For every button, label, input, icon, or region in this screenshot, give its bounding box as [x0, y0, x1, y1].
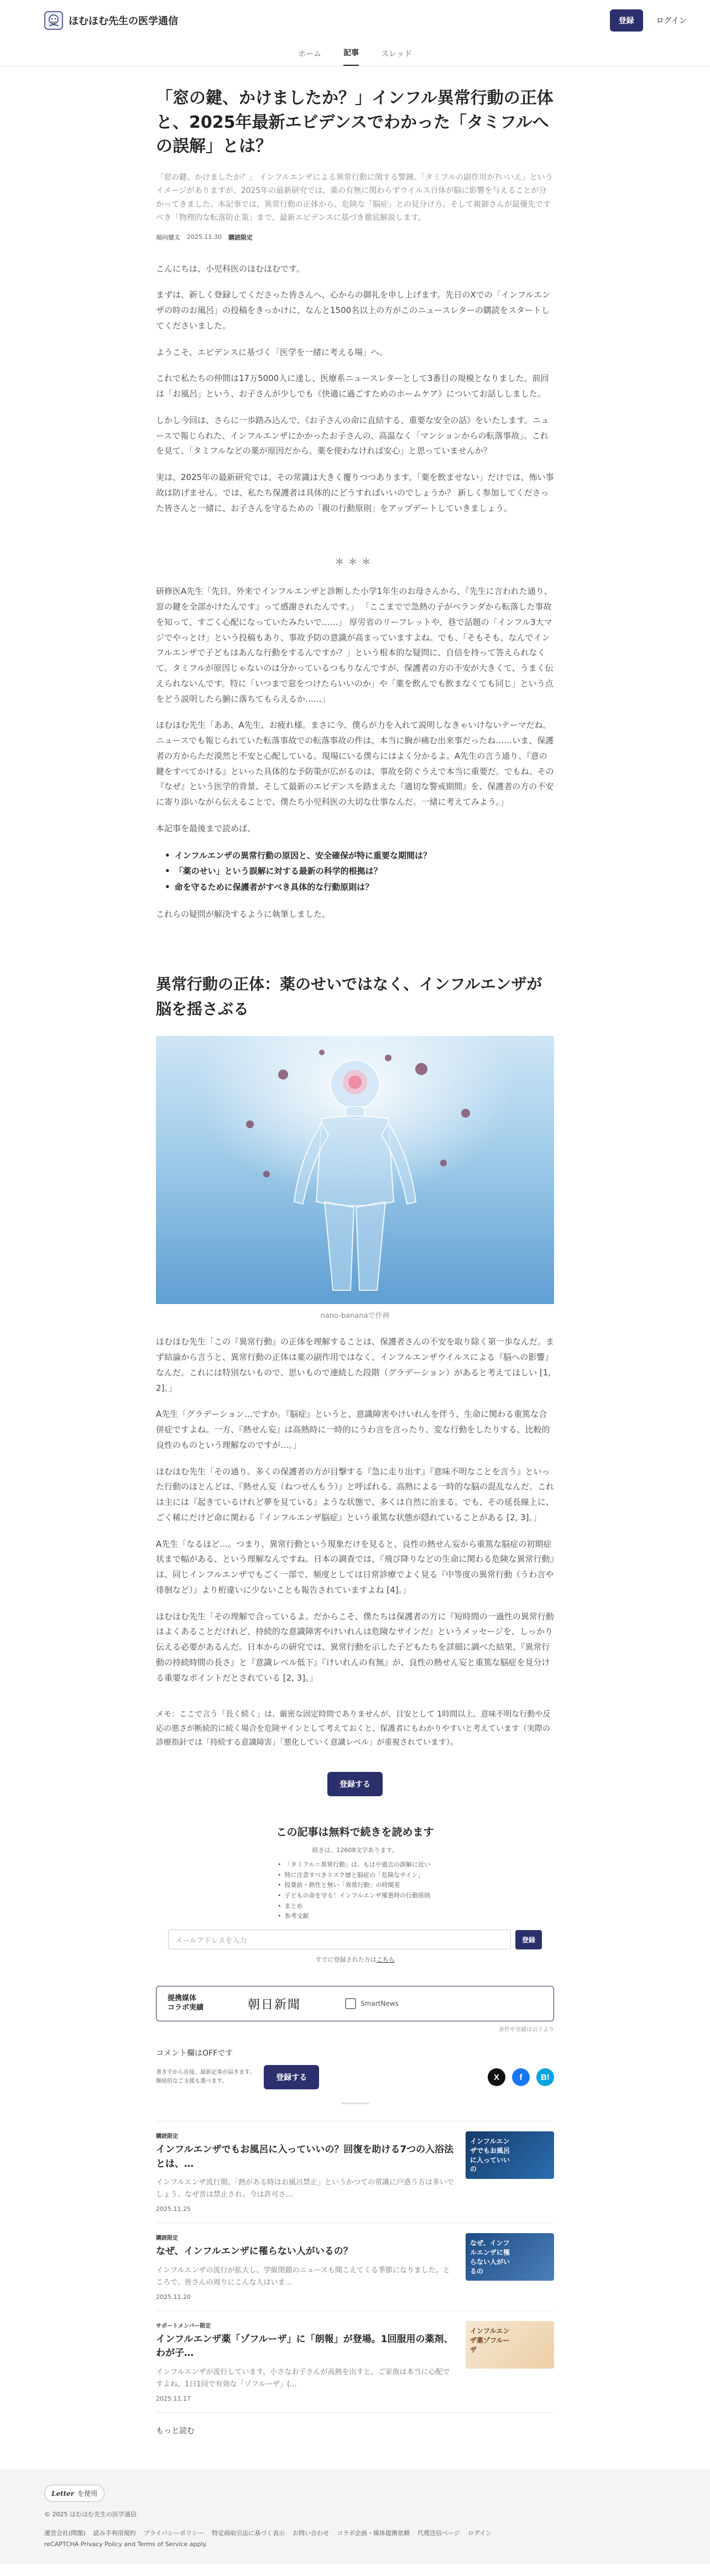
site-header	[0, 0, 710, 41]
paywall-title: この記事は無料で続きを読めます	[276, 1826, 434, 1838]
share-text-line: 継続的なご支援も選べます。	[156, 2078, 228, 2085]
related-date: 2025.11.25	[156, 2205, 191, 2213]
site-footer	[0, 2469, 710, 2564]
footer-link[interactable]: 運営会社(問題)	[44, 2530, 86, 2537]
question-list	[165, 848, 554, 895]
related-thumbnail[interactable]	[466, 2233, 554, 2281]
hatena-icon[interactable]: B!	[536, 2068, 554, 2086]
related-thumbnail[interactable]	[466, 2131, 554, 2179]
paywall-toc	[278, 1860, 432, 1922]
comments-status: コメント欄はOFFです	[156, 2049, 233, 2058]
footer-link[interactable]: 代理送信ページ	[417, 2530, 460, 2537]
related-excerpt: インフルエンザ流行期、「熱がある時はお風呂禁止」というかつての常識に戸惑う方は多いでしょう。なぜ昔は禁止され、今は許可さ…	[156, 2178, 454, 2199]
related-title[interactable]: インフルエンザでもお風呂に入っていいの？回復を助ける7つの入浴法とは、…	[156, 2144, 454, 2170]
related-body	[156, 2131, 455, 2213]
letter-badge[interactable]	[44, 2485, 105, 2502]
read-more-link[interactable]: もっと読む	[156, 2427, 195, 2436]
related-item[interactable]	[156, 2121, 554, 2223]
footer-link[interactable]: 特定商取引法に基づく表示	[212, 2530, 285, 2537]
footer-links	[44, 2528, 666, 2537]
access-badge: 購読限定	[228, 233, 253, 241]
tab-home[interactable]: ホーム	[298, 50, 322, 59]
site-name: ほむほむ先生の医学通信	[69, 15, 178, 27]
paywall	[156, 1824, 554, 1964]
footer-link[interactable]: コラボ企画・媒体提携依頼	[337, 2530, 410, 2537]
email-input[interactable]: メールアドレスを入力	[168, 1930, 511, 1949]
share-row	[156, 2065, 554, 2089]
related-title[interactable]: なぜ、インフルエンザに罹らない人がいるの？	[156, 2246, 353, 2257]
related-tag: 購読限定	[156, 2235, 178, 2242]
subscribe-form	[156, 1930, 554, 1949]
question-item: • 命を守るために保護者がすべき具体的な行動原則は？	[165, 879, 554, 895]
main-nav	[0, 41, 710, 66]
related-excerpt: インフルエンザの流行が拡大し、学級閉鎖のニュースも聞こえてくる季節になりました。ところで、皆さんの周りにこんな人はいま…	[156, 2266, 450, 2287]
intro-paragraph: しかし今回は、さらに一歩踏み込んで、《お子さんの命に直結する、重要な安全の話》をいたします。ニュースで報じられた、インフルエンザにかかったお子さんの、高温なく「マンションからの転落事故」。これを見て、「タミフルなどの薬が原因だから、薬を使わなければ安心」と思っていませんか？	[156, 415, 550, 456]
toc-item: • 参考文献	[278, 1911, 432, 1922]
facebook-icon[interactable]: f	[512, 2068, 530, 2086]
image-caption: nano-bananaで作画	[320, 1312, 390, 1321]
dialogue-paragraph: ほむほむ先生「ああ、A先生、お疲れ様。まさに今、僕らが力を入れて説明しなきゃいけないテーマだね。ニュースでも報じられていた転落事故での転落事故の件は、本当に胸が痛む出来事だったね……いま、保護者の方からただ漠然と不安と心配している。現場にいる僕らにはよく分かるよ。A先生の言う通り、『意の鍵をすべてかける』といった具体的な予防策が広がるのは、事故を防ぐうえで本当に重要だ。でもね、その『なぜ』という医学的背景、そして最新のエビデンスを踏まえた『適切な警戒期間』を、保護者の方の不安に寄り添いながら伝えることで、僕たち小児科医の大切な仕事なんだ。一緒に考えてみよう。」	[156, 720, 554, 807]
related-excerpt: インフルエンザが流行しています。小さなお子さんが高熱を出すと、ご家族は本当に心配ですよね。1日1回で有効な「ゾフルーザ」(…	[156, 2368, 450, 2389]
partner-label-line: 提携媒体	[168, 1994, 197, 2003]
toc-item: • 「タミフル＝異常行動」は、もはや過去の誤解に近い	[278, 1860, 432, 1870]
intro-paragraph: こんにちは、小児科医のほむほむです。	[156, 263, 305, 274]
thumbnail-text: インフルエンザでもお風呂に入っていいの	[470, 2137, 510, 2173]
section-heading: 異常行動の正体：薬のせいではなく、インフルエンザが脳を揺さぶる	[156, 974, 542, 1018]
section-paragraph: ほむほむ先生「この『異常行動』の正体を理解することは、保護者さんの不安を取り除く第一歩なんだ。まず結論から言うと、異常行動の正体は薬の副作用ではなく、インフルエンザウイルスによる『脳への影響』なんだ。これには特別ないもので、思いもので連続した段階（グラデーション）があると考えてほしい [1, 2]。」	[156, 1337, 555, 1393]
remaining-count: 続きは、12608文字あります。	[312, 1846, 398, 1854]
letter-suffix: を使用	[77, 2490, 98, 2498]
footer-link[interactable]: お問い合わせ	[293, 2530, 330, 2537]
question-item: • 「薬のせい」という誤解に対する最新の科学的根拠は？	[165, 863, 554, 879]
already-text: すでに登録された方は	[315, 1956, 377, 1964]
partner-label-line: コラボ実績	[168, 2004, 204, 2012]
related-articles	[156, 2121, 554, 2413]
footer-link[interactable]: 読み手利用規約	[93, 2530, 136, 2537]
dialogue-paragraph: 本記事を最後まで読めば、	[156, 823, 256, 833]
related-date: 2025.11.17	[156, 2395, 191, 2403]
closing-paragraph: これらの疑問が解決するように執筆しました。	[156, 909, 331, 919]
smartnews-icon	[345, 1998, 356, 2009]
footer-link[interactable]: ログイン	[467, 2530, 492, 2537]
partner-label	[168, 1994, 203, 2013]
register-follow-button[interactable]: 登録する	[264, 2065, 319, 2089]
intro-paragraph: ようこそ、エビデンスに基づく「医学を一緒に考える場」へ。	[156, 347, 388, 357]
smartnews-logo	[345, 1998, 399, 2009]
share-text	[156, 2068, 255, 2086]
toc-item: • 子どもの命を守る！インフルエンザ罹患時の行動原則	[278, 1891, 432, 1901]
intro-paragraph: まずは、新しく登録してくださった皆さんへ、心からの御礼を申し上げます。先日のXでの「インフルエンザの時のお風呂」の投稿をきっかけに、なんと1500名以上の方がこのニュースレターの購読をスタートしてくださいました。	[156, 290, 551, 331]
related-title[interactable]: インフルエンザ薬「ゾフルーザ」に「朗報」が登場。1回服用の薬剤、わが子…	[156, 2333, 453, 2359]
section-paragraph: A先生「グラデーション…ですか。『脳症』というと、意識障害やけいれんを伴う、生命に関わる重篤な合併症ですよね。一方、『熱せん妄』は高熱時に一時的にうわ言を言ったり、変な行動をしたりする、比較的良性のものという理解なのですが…。」	[156, 1409, 550, 1450]
author-name[interactable]: 堀向健太	[156, 233, 180, 241]
footer-link[interactable]: プライバシーポリシー	[143, 2530, 205, 2537]
share-left	[156, 2065, 319, 2089]
section-paragraph: A先生「なるほど…。つまり、異常行動という現象だけを見ると、良性の熱せん妄から重篤な脳症の初期症状まで幅がある、という理解なんですね。日本の調査では、『飛び降りなどの生命に関わる危険な異常行動』は、同じインフルエンザでもごく一部で、頻度としては日常診療でよく見る『中等度の異常行動（うわ言や徘徊など）』より桁違いに少ないことも報告されていますよね [4]。」	[156, 1539, 555, 1595]
intro-paragraph: 実は、2025年の最新研究では、その常識は大きく覆りつつあります。「薬を飲ませない」だけでは、怖い事故は防げません。では、私たち保護者は具体的にどうすればいいのでしょうか？ 新しく参加してくださった皆さんと一緒に、お子さんを守るための「親の行動原則」をアップデートしていきましょう。	[156, 472, 554, 513]
child-virus-illustration	[156, 1036, 554, 1304]
share-text-line: 書き手から直接、最新記事が届きます。	[156, 2069, 255, 2076]
article-lead: 「窓の鍵、かけましたか？」 インフルエンザによる異常行動に関する警鐘。「タミフルの副作用か?いいえ」というイメージがありますが、2025年の最新研究では、薬の有無に関わらずウイルス自体が脳に影響を与えることが分かってきました。本記事では、異常行動の正体から、危険な「脳症」との見分け方、そして親御さんが最優先ですべき「物理的な転落防止策」まで、最新エビデンスに基づき徹底解説します。	[156, 173, 553, 222]
intro-paragraph: これで私たちの仲間は17万5000人に達し、医療系ニュースレターとして3番目の規模となりました。前回は「お風呂」という、お子さんが少しでも《快適に過ごすためのホームケア》についてお話ししました。	[156, 373, 549, 399]
related-body	[156, 2321, 455, 2402]
related-date: 2025.11.20	[156, 2293, 191, 2301]
asahi-logo: 朝日新聞	[248, 1998, 301, 2012]
x-icon[interactable]: X	[488, 2068, 505, 2086]
brand-logo-icon	[44, 11, 63, 30]
section-paragraph: ほむほむ先生「その理解で合っているよ。だからこそ、僕たちは保護者の方に『短時間の一過性の異常行動はよくあることだけれど、持続的な意識障害やけいれんは危険なサインだ』というメッセージを、しっかり伝える必要があるんだ。日本からの研究では、異常行動を示した子どもたちを詳細に調べた結果、『異常行動の持続時間の長さ』と『意識レベル低下』『けいれんの有無』が、良性の熱せん妄と重篤な脳症を見分ける重要なポイントだとされている [2, 3]。」	[156, 1611, 554, 1683]
article-meta	[156, 233, 554, 242]
related-item[interactable]	[156, 2223, 554, 2311]
related-body	[156, 2233, 455, 2301]
register-button[interactable]: 登録	[610, 9, 643, 32]
share-icons	[488, 2068, 554, 2086]
related-item[interactable]	[156, 2311, 554, 2413]
already-registered	[156, 1955, 554, 1964]
partner-box[interactable]	[156, 1986, 554, 2021]
divider	[341, 2103, 369, 2104]
dialogue-paragraph: 研修医A先生「先日、外来でインフルエンザと診断した小学1年生のお母さんから、『先生に言われた通り、窓の鍵を全部かけたんです』って感謝されたんです。」 「ここまでで急熱の子がベランダから転落した事故を知って、すごく心配になっていたみたいで……」 厚労省のリーフレットや、巷で話題の「インフル3大マジでやっとけ」という投稿もあり、事故予防の意識が高まっていますよね。でも、「そもそも、なんでインフルエンザで子どもはあんな行動をするんですか？」という根本的な疑問に、自信を持って答えられなくて。タミフルが原因じゃないのは分かっているつもりなんですが、保護者の方の不安が大きくて、うまく伝えられないんです。特に「いつまで窓をつけたらいいのか」や「薬を飲んでも飲まなくても同じ」という点をどう説明したら腑に落ちてもらえるか……」	[156, 586, 554, 704]
memo-note: メモ：ここで言う「長く続く」は、厳密な固定時間でありませんが、目安として 1時間以上、意味不明な行動や反応の悪さが断続的に続く場合を危険サインとして考えておくと、保護者にもわかりやすいと考えています（実際の診療指針では「持続する意識障害」「悪化していく意識レベル」が重視されています）。	[156, 1710, 551, 1747]
login-link[interactable]: ログイン	[656, 17, 687, 25]
subscribe-cta-button[interactable]: 登録する	[327, 1772, 383, 1796]
article	[156, 66, 554, 2436]
already-link[interactable]: こちら	[376, 1956, 395, 1964]
related-tag: 購読限定	[156, 2134, 178, 2140]
toc-item: • 投薬前・熱性と無い「異常行動」の時間差	[278, 1880, 432, 1891]
publish-date: 2025.11.30	[187, 233, 222, 241]
letter-brand: Letter	[51, 2489, 75, 2497]
question-item: • インフルエンザの異常行動の原因と、安全確保が特に重要な期間は？	[165, 848, 554, 864]
subscribe-button[interactable]: 登録	[515, 1930, 542, 1949]
thumbnail-text: なぜ、インフルエンザに罹らない人がいるの	[470, 2239, 510, 2275]
section-separator: ＊＊＊	[335, 556, 375, 567]
tab-articles[interactable]: 記事	[343, 47, 359, 66]
related-thumbnail[interactable]	[466, 2321, 554, 2369]
header-actions	[610, 9, 692, 32]
thumbnail-text: インフルエンザ薬ゾフルーザ	[470, 2327, 510, 2354]
related-tag: サポートメンバー限定	[156, 2323, 211, 2329]
copyright: © 2025 ほむほむ先生の医学通信	[44, 2511, 137, 2518]
section-paragraph: ほむほむ先生「その通り。多くの保護者の方が目撃する『急に走り出す』『意味不明なことを言う』といった行動のほとんどは、『熱せん妄（ねつせんもう）』と呼ばれる、高熱による一時的な脳の混乱なんだ。これは主には『起きているけれど夢を見ている』ような状態で、多くは自然に治まる。でも、その延長線上に、ごく稀にだけど命に関わる『インフルエンザ脳症』という重篤な状態が隠れていることがある [2, 3]。」	[156, 1466, 555, 1522]
toc-item: • まとめ	[278, 1901, 432, 1912]
smartnews-name: SmartNews	[361, 2000, 399, 2008]
recaptcha-note: reCAPTCHA Privacy Policy and Terms of Service apply.	[44, 2541, 207, 2548]
toc-item: • 特に注意すべきリスク層と脳症の「危険なサイン」	[278, 1870, 432, 1881]
hero-illustration	[156, 1036, 554, 1304]
cta-wrap	[156, 1772, 554, 1796]
brand[interactable]	[44, 11, 178, 30]
article-title: 「窓の鍵、かけましたか？」インフル異常行動の正体と、2025年最新エビデンスでわかった「タミフルへの誤解」とは？	[156, 88, 554, 156]
tab-threads[interactable]: スレッド	[381, 50, 412, 59]
partner-note[interactable]: 条件や実績は以下より	[499, 2027, 554, 2033]
